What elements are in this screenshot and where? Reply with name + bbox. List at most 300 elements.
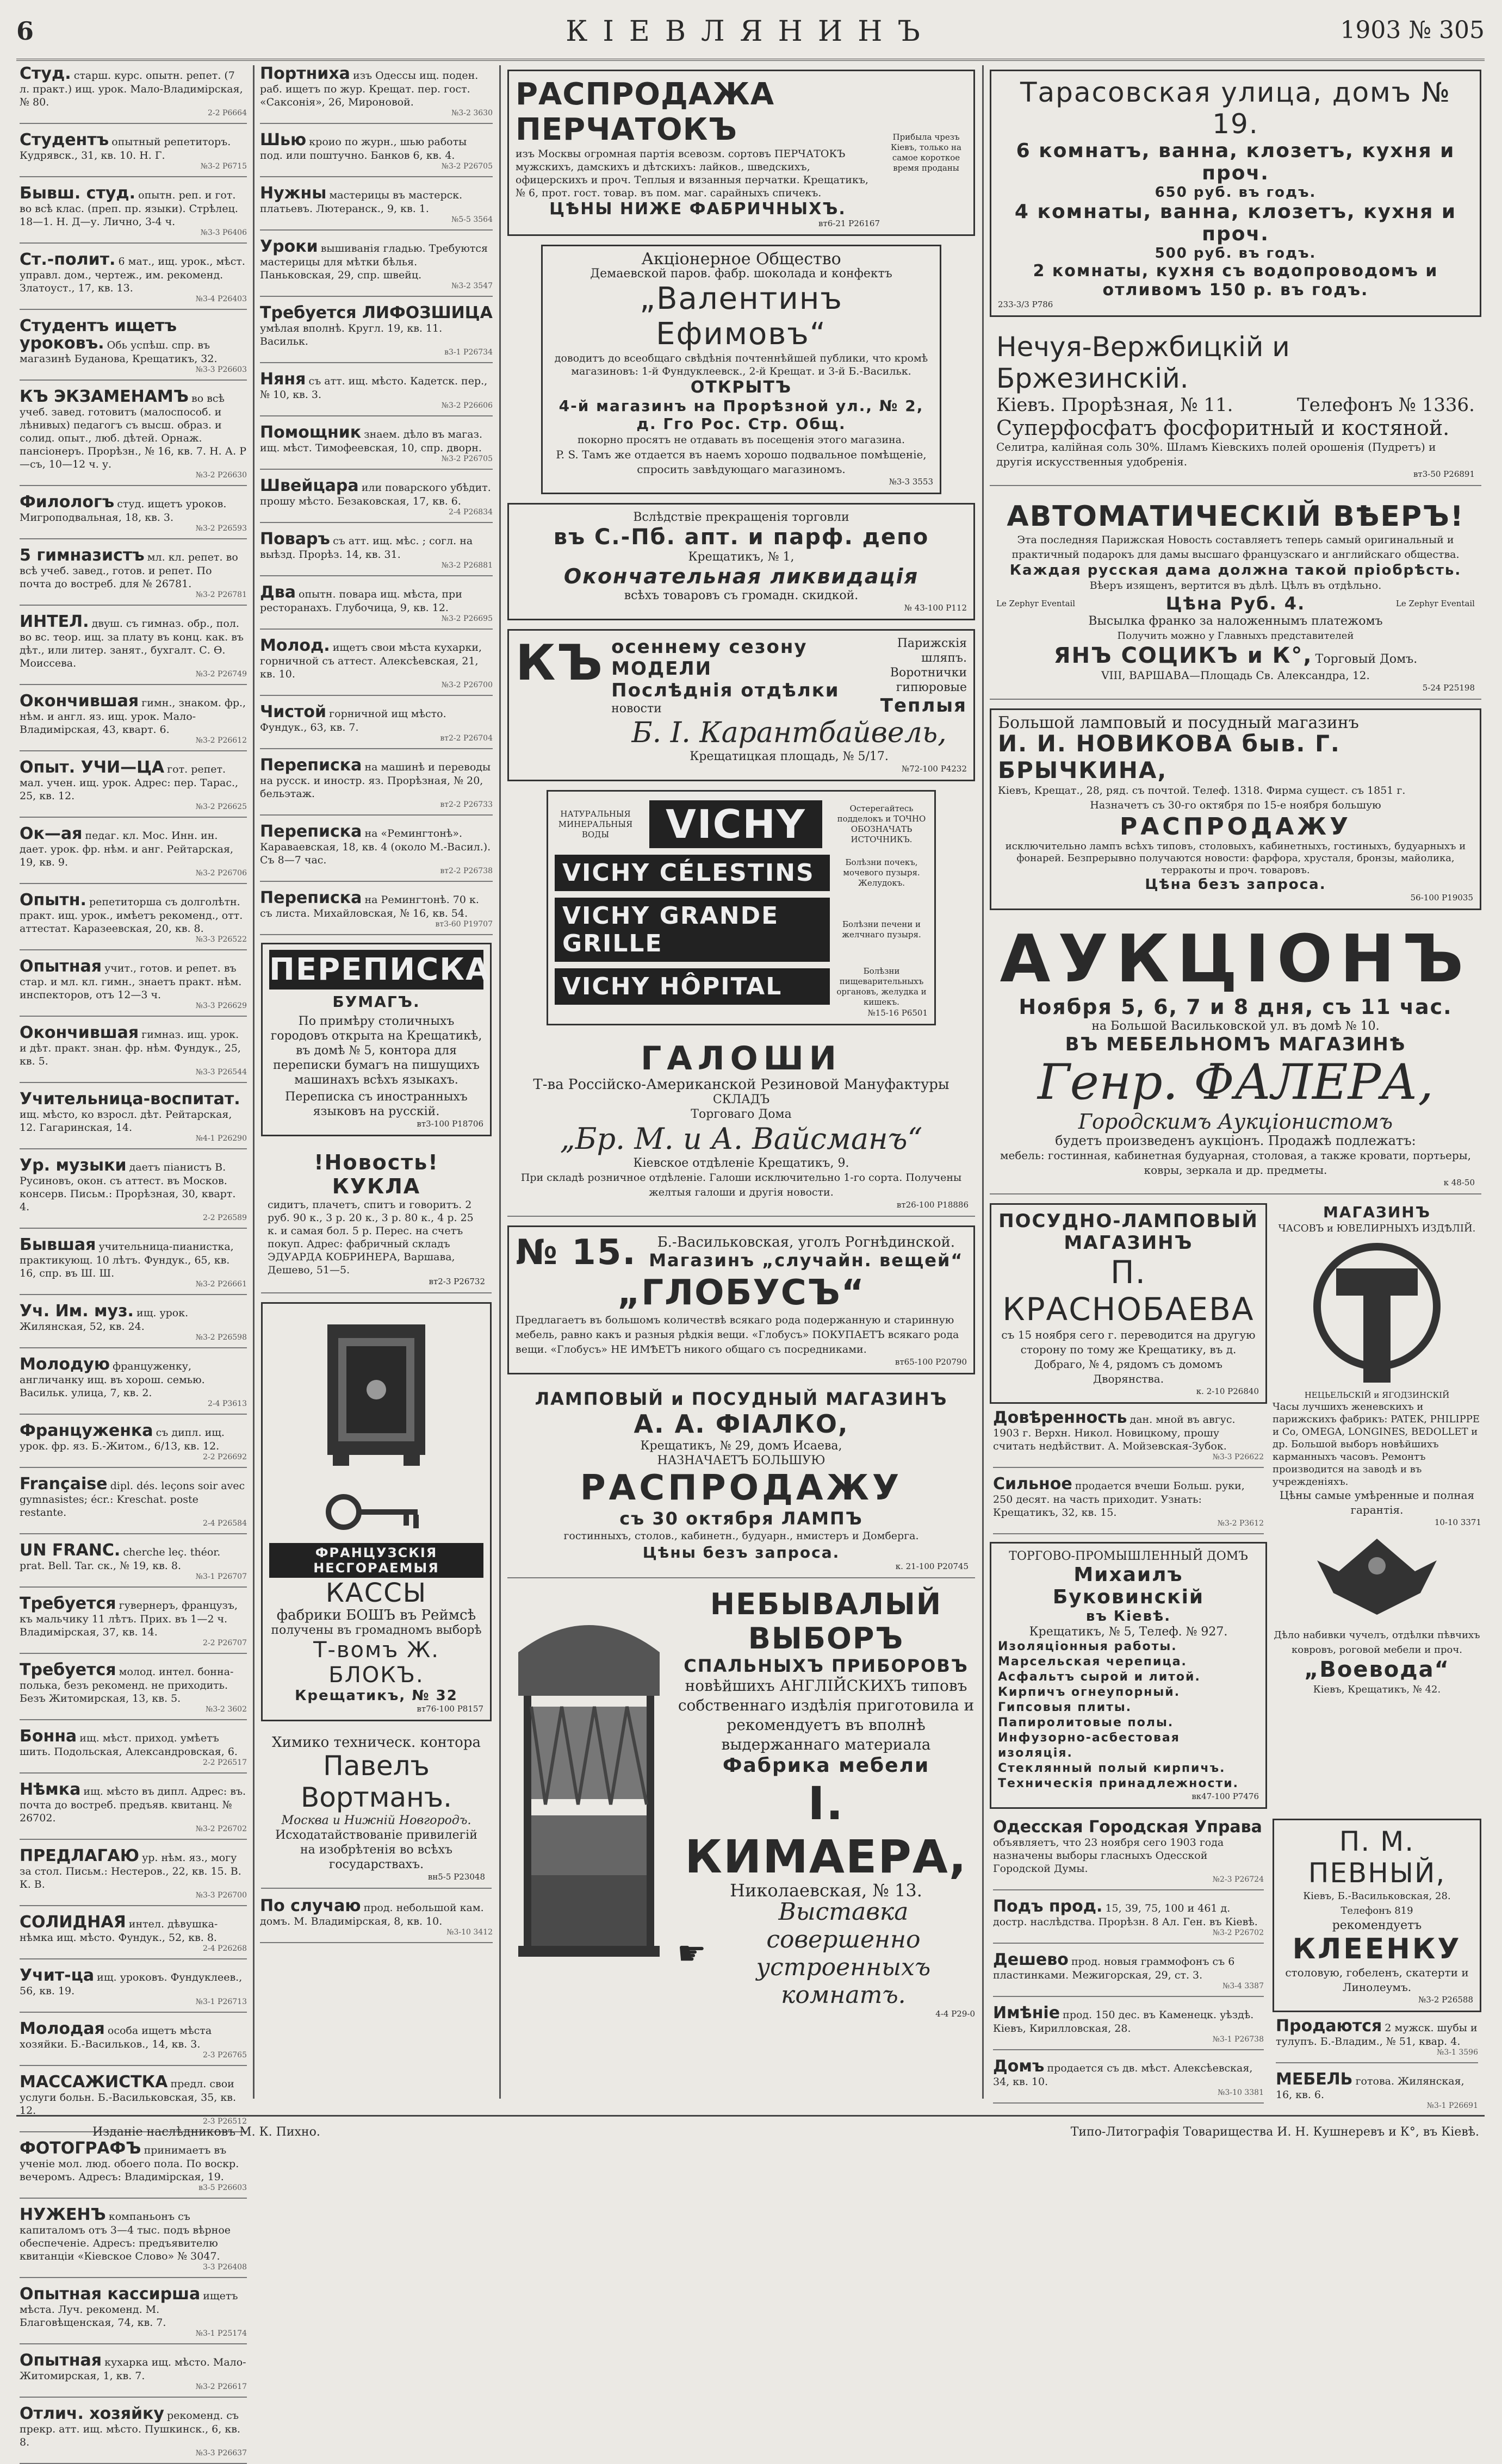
- page-footer: [16, 2115, 1485, 2149]
- ad-line: рекомендуетъ: [1332, 1919, 1422, 1932]
- ad-text: во всѣ учеб. завед. готовитъ (малоспособ. и лѣнивых) педагогъ съ высш. образ. и солид. опыт., люб. дѣтей. Орнаж. пансіонеръ. Прорѣзн., № 16, кв. 7. Н. А. Р—съ, 10—12 ч. у.: [20, 393, 246, 470]
- ad-code: №3-2 Р26612: [195, 736, 247, 745]
- ad-text: 2 мужск. шубы и тулупъ. Б.-Владим., № 51, квар. 4.: [1276, 2022, 1478, 2048]
- classified-ad: [20, 2206, 247, 2278]
- ad-code: №3-3 Р26522: [195, 935, 247, 944]
- ad-address: Крещатикъ, № 29, домъ Исаева,: [640, 1439, 842, 1453]
- fan-brand: Le Zephyr Eventail: [996, 598, 1076, 608]
- vichy-row: [555, 965, 928, 1008]
- ad-code: №3-2 Р26705: [441, 455, 493, 463]
- classified-ad: [260, 823, 493, 882]
- ad-kimaera: [507, 1587, 975, 2019]
- ad-title: АВТОМАТИЧЕСКІЙ ВѢЕРЪ!: [1007, 500, 1464, 533]
- classified-ad: [993, 1409, 1264, 1468]
- ad-text: гимн., знаком. фр., нѣм. и англ. яз. ищ. урок. Малo-Владимірская, 43, кварт. 6.: [20, 697, 246, 736]
- ad-galoshi: [507, 1034, 975, 1217]
- ad-code: вт6-21 Р26167: [818, 219, 880, 228]
- ad-text: опытн. реп. и гот. во всѣ клас. (преп. пр. языки). Стрѣлец. 18—1. Н. Д—у. Лично, 3-4 ч.: [20, 189, 238, 228]
- ad-price: 500 руб. въ годъ.: [1155, 245, 1317, 262]
- ad-name: Генр. ФАЛЕРА,: [1038, 1054, 1433, 1111]
- ad-kukla: [261, 1145, 492, 1293]
- ad-code: №3-2 Р26625: [195, 802, 247, 811]
- ad-code: №3-1 Р26707: [195, 1572, 247, 1581]
- ad-pre: Вслѣдствіе прекращенія торговли: [633, 511, 849, 524]
- ad-pre: ЛАМПОВЫЙ и ПОСУДНЫЙ МАГАЗИНЪ: [535, 1389, 948, 1409]
- classified-ad: [20, 958, 247, 1017]
- ad-text: предл. свои услуги больн. Б.-Васильковская, 35, кв. 12.: [20, 2078, 236, 2117]
- ad-text: 6 мат., ищ. урок., мѣст. управл. дом., чертеж., им. рекоменд. Златоуст., 17, кв. 13.: [20, 256, 245, 294]
- column-display-ads-right: [985, 65, 1486, 2110]
- ad-shop: Магазинъ „случайн. вещей“: [649, 1249, 964, 1271]
- ad-text: прод. 150 дес. въ Каменецк. уѣздѣ. Кіевъ, Кирилловская, 28.: [993, 2009, 1254, 2034]
- ad-firm-type: Торговый Домъ.: [1315, 652, 1418, 666]
- ad-code: 2-4 Р26584: [203, 1519, 247, 1528]
- ad-code: №3-2 Р26706: [195, 869, 247, 878]
- classified-ad: [993, 1819, 1264, 1890]
- ad-heading: Требуется: [20, 1660, 116, 1679]
- col4-small-ads: [990, 1409, 1267, 1534]
- ad-line: Каждая русская дама должна такой пріобрѣсть.: [1009, 562, 1462, 578]
- classified-ad: [260, 304, 493, 363]
- safe-illustration: [306, 1314, 447, 1477]
- ad-code: 4-4 Р29-0: [935, 2009, 975, 2019]
- ad-row-bottom: [990, 1819, 1481, 2124]
- ad-line: Цѣны самые умѣренные и полная гарантія.: [1279, 1489, 1475, 1516]
- ad-address: Кіевъ, Крещат., 28, ряд. съ почтой. Телеф. 1318. Фирма сущест. съ 1851 г.: [998, 785, 1406, 797]
- ad-text: особа ищетъ мѣста хозяйки. Б.-Васильков., 14, кв. 3.: [20, 2025, 212, 2050]
- classified-ad: [260, 371, 493, 416]
- ad-code: 10-10 3371: [1434, 1517, 1481, 1527]
- ad-subtitle: БУМАГЪ.: [332, 993, 420, 1011]
- ad-novikov: [990, 708, 1481, 910]
- ad-title: РАСПРОДАЖА ПЕРЧАТОКЪ: [516, 77, 775, 147]
- ad-code: № 43-100 Р112: [904, 603, 967, 613]
- ad-name: Павелъ Вортманъ.: [300, 1750, 452, 1813]
- classified-ad: [993, 1951, 1264, 1997]
- ad-line: Ноября 5, 6, 7 и 8 дня, съ 11 час.: [1019, 995, 1453, 1019]
- ad-krasnobaev: [990, 1203, 1267, 1404]
- ad-line: Теплыя: [880, 695, 967, 717]
- classified-ad: [20, 1728, 247, 1774]
- ad-code: №3-2 Р26598: [195, 1333, 247, 1342]
- vichy-warn: Остерегайтесь подделокъ и ТОЧНО ОБОЗНАЧАТЬ ИСТОЧНИКЪ.: [837, 804, 926, 844]
- classified-ad: [20, 759, 247, 818]
- ad-line: Цѣны безъ запроса.: [642, 1544, 840, 1561]
- ad-code: №3-2 Р26588: [1418, 1995, 1473, 2005]
- ad-line: осеннему сезону МОДЕЛИ: [611, 636, 808, 680]
- ad-text: студ. ищетъ уроков. Мигроподвальная, 18, кв. 3.: [20, 498, 227, 524]
- classified-ad: [260, 1897, 493, 1943]
- ad-text: доводитъ до всеобщаго свѣдѣнія почтеннѣйшей публики, что кромѣ магазиновъ: 1-й Фундуклеевск., 2-й Крещат. и 3-й Б.-Васильк.: [554, 352, 928, 377]
- ad-line: Селитра, калійная соль 30%. Шламъ Кіевскихъ полей орошенія (Пудретъ) и другія искусственныя удобренія.: [996, 440, 1436, 468]
- product-list: [998, 1639, 1259, 1791]
- ad-heading: Дешево: [993, 1950, 1069, 1969]
- ad-heading: Чистой: [260, 702, 327, 721]
- classified-ad: [260, 477, 493, 523]
- ad-line: СКЛАДЪ: [712, 1093, 770, 1106]
- ad-text: ищетъ мѣста. Луч. рекоменд. М. Благовѣщенская, 74, кв. 7.: [20, 2290, 238, 2329]
- ad-fan: [990, 495, 1481, 700]
- ad-code: №3-3 Р26629: [195, 1001, 247, 1010]
- classified-ad: [20, 1781, 247, 1840]
- ad-code: №3-3 3553: [889, 477, 933, 487]
- ad-heading: Учительница-воспитат.: [20, 1090, 240, 1109]
- ad-vichy: [547, 790, 936, 1025]
- classified-ad: [20, 65, 247, 124]
- ad-heading: ИНТЕЛ.: [20, 612, 89, 631]
- ad-code: №3-1 Р26691: [1426, 2101, 1478, 2110]
- ad-heading: Ст.-полит.: [20, 250, 116, 269]
- ad-liquidation: [507, 503, 975, 620]
- ad-name: Б. І. Карантбайвель,: [631, 717, 947, 749]
- ad-heading: Опыт. УЧИ—ЦА: [20, 758, 165, 777]
- ad-line: 6 комнатъ, ванна, клозетъ, кухня и проч.: [1016, 140, 1455, 184]
- issue-date: 1903 № 305: [1340, 16, 1485, 44]
- ad-code: 2-4 Р3613: [207, 1399, 247, 1408]
- ad-code: №3-2 Р26881: [441, 561, 493, 570]
- classified-ad: [20, 1914, 247, 1959]
- vichy-source-name: VICHY CÉLESTINS: [555, 855, 830, 891]
- ad-text: Обь успѣш. спр. въ магазинѣ Буданова, Крещатикъ, 32.: [20, 339, 218, 365]
- ad-heading: СОЛИДНАЯ: [20, 1913, 126, 1932]
- ad-name: „ГЛОБУСЪ“: [617, 1273, 865, 1313]
- ad-heading: ПРЕДЛАГАЮ: [20, 1846, 139, 1865]
- ad-title: АУКЦІОНЪ: [1000, 922, 1472, 997]
- ad-title-2: КАССЫ: [325, 1578, 427, 1608]
- column-rule: [499, 65, 501, 2099]
- ad-text: умѣлая вполнѣ. Кругл. 19, кв. 11. Васильк.: [260, 322, 443, 347]
- ad-shop: 4-й магазинъ на Прорѣзной ул., № 2, д. Гго Рос. Стр. Общ.: [558, 397, 924, 433]
- ad-code: №3-4 3387: [1222, 1982, 1264, 1990]
- classified-ad: [20, 1595, 247, 1654]
- ad-line: будетъ произведенъ аукціонъ. Продажѣ подлежатъ:: [1055, 1133, 1416, 1148]
- ad-code: вт2-2 Р26704: [440, 734, 493, 743]
- ad-heading: Переписка: [260, 822, 362, 841]
- ad-line: мебель: гостинная, кабинетная будуарная, столовая, а также кровати, портьеры, ковры, зеркала и др. предметы.: [1000, 1149, 1472, 1177]
- ad-code: 2-2 Р26517: [203, 1758, 247, 1767]
- ad-line: съ 30 октября ЛАМПЪ: [619, 1508, 863, 1529]
- eagle-trophy-illustration: [1306, 1528, 1448, 1626]
- ad-text: продается вчеши Больш. руки, 250 десят. на часть приходит. Узнать: Крещатикъ, 32, кв. 15.: [993, 1480, 1245, 1519]
- ad-heading: Подъ прод.: [993, 1897, 1103, 1916]
- ad-firm: Т-вомъ Ж. БЛОКЪ.: [313, 1638, 439, 1688]
- ad-text: дан. мной въ авгус. 1903 г. Верхн. Никол. Новицкому, прошу считать недѣйствит. А. Мойзевская-Зубок.: [993, 1414, 1236, 1452]
- column-display-ads-center: [503, 65, 979, 2110]
- ad-text: двуш. съ гимназ. обр., пол. во вс. теор. ищ. за плату въ конц. как. въ дѣт., или литер. занят., бухгалт. С. Ѳ. Моиссева.: [20, 618, 244, 669]
- ad-line: НАЗНАЧАЕТЪ БОЛЬШУЮ: [657, 1454, 826, 1467]
- ad-line: на Большой Васильковской ул. въ домѣ № 10.: [1091, 1019, 1380, 1033]
- ad-heading: Няня: [260, 370, 306, 389]
- ad-code: 3-3 Р26408: [203, 2263, 247, 2272]
- ad-title: въ С.-Пб. апт. и парф. депо: [553, 525, 929, 550]
- ad-line: фабрики БОШЪ въ Реймсѣ: [276, 1607, 476, 1623]
- ad-pre: Химико техническ. контора: [272, 1734, 481, 1751]
- ad-efimov: [541, 245, 941, 494]
- ad-heading: Поваръ: [260, 530, 330, 549]
- ad-heading: Молодую: [20, 1355, 110, 1374]
- classified-ad: [260, 185, 493, 231]
- ad-address: Николаевская, № 13.: [730, 1880, 922, 1901]
- ad-note: Переписка съ иностранныхъ языковъ на русскій.: [285, 1090, 468, 1118]
- ad-text: dipl. dés. leçons soir avec gymnasistes; écr.: Kreschat. poste restante.: [20, 1480, 245, 1519]
- vichy-row: [555, 894, 928, 965]
- classified-ad: [993, 2058, 1264, 2104]
- ad-text: По примѣру столичныхъ городовъ открыта на Крещатикѣ, въ домѣ № 5, контора для переписки бумагъ на пишущихъ машинахъ всѣхъ языкахъ.: [270, 1015, 482, 1087]
- product-item: Инфузорно-асбестовая изоляція.: [998, 1731, 1180, 1760]
- column-2-tail-ads: [257, 1897, 496, 1943]
- ad-code: №3-2 Р26617: [195, 2382, 247, 2391]
- ad-heading: Домъ: [993, 2057, 1045, 2076]
- ad-title: Тарасовская улица, домъ № 19.: [1020, 77, 1451, 140]
- ad-kassy: [261, 1302, 492, 1721]
- ad-code: вт3-60 Р19707: [435, 920, 493, 929]
- ad-heading: Окончившая: [20, 692, 139, 711]
- ad-name: Михаилъ Буковинскій: [1052, 1564, 1205, 1608]
- ad-text: старш. курс. опытн. репет. (7 л. практ.) ищ. урок. Мало-Владимірская, № 80.: [20, 70, 243, 108]
- ad-address: Кіевъ, Крещатикъ, № 42.: [1313, 1684, 1441, 1695]
- ad-text-2: покорно просятъ не отдавать въ посещенія этого магазина.: [577, 434, 905, 446]
- ad-line: Парижскія шляпъ.: [897, 637, 967, 665]
- ad-heading: UN FRANC.: [20, 1541, 121, 1560]
- ad-text: вышиванія гладью. Требуются мастерицы для мѣтки бѣлья. Паньковская, 29, спр. швейц.: [260, 242, 488, 281]
- ad-code: №3-2 Р26695: [441, 614, 493, 623]
- classified-ad: [260, 132, 493, 177]
- ad-heading: Уч. Им. муз.: [20, 1302, 134, 1321]
- ad-code: №3-1 Р26713: [195, 1998, 247, 2006]
- publisher: Изданіе наслѣдниковъ М. К. Пихно.: [92, 2125, 320, 2139]
- ad-code: 2-2 Р26692: [203, 1453, 247, 1461]
- ad-text: Исходатайствованіе привилегій на изобрѣтенія во всѣхъ государствахъ.: [275, 1828, 477, 1871]
- classified-ad: [20, 1157, 247, 1229]
- classified-ad: [20, 2405, 247, 2464]
- ad-text: опытный репетиторъ. Кудрявск., 31, кв. 10. Н. Г.: [20, 136, 231, 161]
- ad-text: учительница-пианистка, практикующ. 10 лѣтъ. Фундук., 65, кв. 16, спр. въ Ш. Ш.: [20, 1241, 234, 1279]
- ad-heading: Опытная кассирша: [20, 2285, 201, 2304]
- ad-code: вт3-100 Р18706: [417, 1119, 483, 1129]
- ad-line: Назначетъ съ 30-го октября по 15-е ноября большую: [1090, 799, 1381, 811]
- ad-title: НЕБЫВАЛЫЙ ВЫБОРЪ: [710, 1587, 942, 1656]
- ad-heading: По случаю: [260, 1896, 361, 1915]
- ad-text: сидитъ, плачетъ, спитъ и говоритъ. 2 руб. 90 к., 3 р. 20 к., 3 р. 80 к., 4 р. 25 к. и самая бол. 5 р. Перес. на счетъ покуп. Адрес: фабричный складъ ЭДУАРДА КОБРИНЕРА, Варшава, Дешево, 51—5.: [268, 1199, 474, 1276]
- ad-heading: Сильное: [993, 1474, 1072, 1494]
- classified-ad: [20, 1303, 247, 1348]
- ad-telephone: Телефонъ № 1336.: [1296, 394, 1475, 416]
- vichy-source-name: VICHY GRANDE GRILLE: [555, 898, 830, 962]
- ad-nechuy: [990, 326, 1481, 486]
- classified-ad: [260, 424, 493, 470]
- ad-code: 56-100 Р19035: [1410, 893, 1473, 903]
- ad-heading: Нужны: [260, 184, 327, 203]
- ad-code: вт3-50 Р26891: [1413, 469, 1475, 479]
- classified-ad: [20, 1847, 247, 1906]
- ad-globus: [507, 1225, 975, 1374]
- col4-more-ads: [990, 1819, 1273, 2124]
- ad-name: И. И. НОВИКОВА быв. Г. БРЫЧКИНА,: [998, 730, 1340, 783]
- ad-code: №3-3 Р26622: [1212, 1453, 1264, 1461]
- ad-line: 4 комнаты, ванна, клозетъ, кухня и проч.: [1014, 201, 1457, 245]
- ad-code: №3-10 3412: [446, 1928, 493, 1937]
- ad-title: ФРАНЦУЗСКІЯ НЕСГОРАЕМЫЯ: [269, 1543, 483, 1578]
- ad-code: №3-2 Р3612: [1217, 1519, 1264, 1528]
- classified-ad: [993, 2005, 1264, 2050]
- ad-line: ВЪ МЕБЕЛЬНОМЪ МАГАЗИНѢ: [1065, 1034, 1406, 1055]
- classified-ad: [20, 318, 247, 381]
- ad-code: №3-1 3596: [1437, 2048, 1478, 2057]
- classified-ad: [993, 1898, 1264, 1944]
- vichy-source-note: Болѣзни пищеварительныхъ органовъ, желудка и кишекъ.: [836, 966, 927, 1007]
- vichy-row: [555, 851, 928, 894]
- ad-pre: ТОРГОВО-ПРОМЫШЛЕННЫЙ ДОМЪ: [1009, 1550, 1248, 1563]
- ad-text: ищ. мѣсто, ко взросл. дѣт. Рейтарская, 12. Гагаринская, 14.: [20, 1109, 232, 1134]
- classified-ad: [20, 2352, 247, 2398]
- ad-line: новости: [611, 702, 662, 715]
- ad-name: І. КИМАЕРА,: [685, 1777, 967, 1883]
- classified-ad: [20, 1024, 247, 1083]
- classified-ad: [20, 1422, 247, 1468]
- ad-text: компаньонъ съ капиталомъ отъ 3—4 тыс. подъ вѣрное обеспеченіе. Адресъ: предъявителю квитанціи «Кіевское Слово» № 3047.: [20, 2211, 231, 2262]
- ad-text: съ 15 ноября сего г. переводится на другую сторону по тому же Крещатику, въ д. Добраго, № 4, рядомъ съ домомъ Дворянства.: [1001, 1328, 1256, 1385]
- product-item: Папиролитовые полы.: [998, 1716, 1174, 1729]
- ad-heading: Довѣренность: [993, 1408, 1127, 1427]
- product-item: Изоляціонныя работы.: [998, 1640, 1177, 1653]
- ad-text: кухарка ищ. мѣсто. Мало-Житомирская, 1, кв. 7.: [20, 2356, 246, 2382]
- ad-heading: Ур. музыки: [20, 1156, 127, 1175]
- ad-code: 2-2 Р26707: [203, 1639, 247, 1647]
- ad-address: Крещатикъ, № 32: [295, 1688, 458, 1704]
- column-2-small-ads: [257, 65, 496, 935]
- ad-sale: [1276, 2018, 1478, 2063]
- ad-text: ищ. мѣст. приход. умѣетъ шить. Подольская, Александровская, 6.: [20, 1732, 238, 1758]
- ad-pre: МАГАЗИНЪ: [1323, 1203, 1431, 1221]
- watch-shop-sign-illustration: [1306, 1236, 1448, 1388]
- ad-text: исключительно лампъ всѣхъ типовъ, столовыхъ, кабинетныхъ, гостиныхъ, будуарныхъ и фонарей. Безпрерывно получаются новости: фарфора, хрусталя, бронзы, майолика, терракоты и проч. товаровъ.: [1005, 841, 1466, 876]
- classified-ad: [20, 1476, 247, 1534]
- ad-heading: Учит-ца: [20, 1966, 95, 1985]
- ad-heading: Одесская Городская Управа: [993, 1818, 1262, 1837]
- ad-pre: ПОСУДНО-ЛАМПОВЫЙ МАГАЗИНЪ: [998, 1210, 1258, 1254]
- ad-code: №3-2 3602: [206, 1705, 247, 1714]
- ad-text: объявляетъ, что 23 ноября сего 1903 года назначены выборы гласныхъ Одесской Городской Думы.: [993, 1837, 1224, 1875]
- ad-auction: [990, 919, 1481, 1194]
- classified-ad: [20, 1542, 247, 1588]
- ad-code: №3-2 Р26702: [1212, 1928, 1264, 1937]
- ad-mebel: [1276, 2071, 1478, 2117]
- ad-code: вт2-2 Р26738: [440, 867, 493, 875]
- ad-heading: Шью: [260, 130, 307, 150]
- ad-code: 2-2 Р6664: [207, 109, 247, 117]
- classified-ad: [260, 584, 493, 630]
- ad-text: Эта последняя Парижская Новость составляетъ теперь самый оригинальный и практичный подарокъ для дамы высшаго французскаго и английскаго общества.: [1011, 534, 1460, 561]
- ad-text: кроио по журн., шью работы под. или поштучно. Банков 6, кв. 4.: [260, 136, 467, 161]
- ad-pevny: [1273, 1819, 1481, 2012]
- classified-ad: [20, 892, 247, 950]
- fan-brand: Le Zephyr Eventail: [1395, 598, 1475, 608]
- ad-text: опытн. повара ищ. мѣста, при ресторанахъ. Глубочица, 9, кв. 12.: [260, 588, 462, 614]
- shop-sign-text: НЕЦЬЕЛЬСКІЙ и ЯГОДЗИНСКІЙ: [1304, 1390, 1450, 1400]
- ad-code: к. 2-10 Р26840: [1196, 1386, 1259, 1396]
- ad-pre: Большой ламповый и посудный магазинъ: [998, 713, 1359, 732]
- ad-code: вк47-100 Р7476: [1191, 1791, 1259, 1801]
- classified-ad: [260, 531, 493, 576]
- ad-text: гот. репет. мал. учен. ищ. урок. Адрес: пер. Тарас., 25, кв. 12.: [20, 763, 239, 802]
- vichy-source-note: Болѣзни почекъ, мочевого пузыря. Желудокъ.: [843, 857, 920, 888]
- ad-heading: Помощник: [260, 423, 362, 442]
- ad-text: cherche leç. théor. prat. Bell. Tar. ск., № 19, кв. 8.: [20, 1546, 221, 1572]
- ad-text: рекоменд. съ прекр. атт. ищ. мѣсто. Пушкинск., 6, кв. 8.: [20, 2410, 240, 2448]
- ad-heading: Требуется: [20, 1594, 116, 1613]
- ad-text: ур. нѣм. яз., могу за стол. Письм.: Нестеров., 22, кв. 15. В. К. В.: [20, 1852, 241, 1890]
- ad-heading: Française: [20, 1474, 108, 1494]
- column-rule: [982, 65, 984, 2099]
- ad-code: 2-2 Р26589: [203, 1214, 247, 1222]
- ad-name: „Воевода“: [1304, 1657, 1450, 1682]
- ad-line: Воротнички гипюровые: [890, 666, 967, 694]
- vichy-brand: VICHY: [649, 800, 822, 848]
- page-number: 6: [16, 16, 34, 46]
- ad-address: Б.-Васильковская, уголъ Рогнѣдинской.: [657, 1234, 955, 1250]
- ad-heading: Бонна: [20, 1727, 77, 1746]
- ad-heading: МЕБЕЛЬ: [1276, 2070, 1353, 2089]
- ad-row-krasnobaev-watches: [990, 1203, 1481, 1814]
- ad-heading: Уроки: [260, 237, 318, 256]
- ad-line: Получить можно у Главныхъ представителей: [1117, 630, 1354, 642]
- ad-text: съ дипл. ищ. урок. фр. яз. Б.-Житом., 6/13, кв. 12.: [20, 1427, 225, 1452]
- ad-lead: КЪ: [516, 634, 604, 692]
- classified-ad: [20, 388, 247, 486]
- ad-text: или поварского убѣдит. прошу мѣсто. Безаковская, 17, кв. 6.: [260, 482, 491, 507]
- ad-address: Кіевъ. Прорѣзная, № 11.: [996, 394, 1233, 416]
- classified-ad: [20, 1091, 247, 1149]
- classified-ad: [260, 637, 493, 696]
- ad-text: репетиторша съ долголѣтн. практ. ищ. урок., имѣетъ рекоменд., отт. аттестат. Каразеевская, 20, кв. 8.: [20, 896, 243, 935]
- ad-line: Торговаго Дома: [691, 1107, 792, 1121]
- ad-address: Крещатикъ, № 1,: [688, 550, 795, 564]
- ad-code: №3-1 Р26738: [1212, 2035, 1264, 2044]
- product-item: Стеклянный полый кирпичъ.: [998, 1762, 1226, 1775]
- classified-ad: [20, 1662, 247, 1720]
- ad-code: №3-2 Р26705: [441, 162, 493, 171]
- classified-ad: [20, 251, 247, 310]
- ad-main: Окончательная ликвидація: [563, 564, 919, 588]
- ad-code: №3-2 Р26781: [195, 590, 247, 599]
- ad-heading: Опытная: [20, 957, 102, 976]
- classified-ad: [260, 704, 493, 749]
- ad-code: №3-4 Р26403: [195, 295, 247, 303]
- ad-open: ОТКРЫТЪ: [690, 378, 792, 397]
- ad-text: 15, 39, 75, 100 и 461 д. достр. наслѣдства. Прорѣзн. 8 Ал. Ген. въ Кіевѣ.: [993, 1902, 1258, 1928]
- ad-line: Вѣеръ изященъ, вертится въ дѣлѣ. Цѣлъ въ отдѣльно.: [1089, 580, 1382, 592]
- ad-text: знаем. дѣло въ магаз. ищ. мѣст. Тимофеевская, 10, спр. дворн.: [260, 428, 482, 454]
- ad-text: учит., готов. и репет. въ стар. и мл. кл. гимн., знаетъ практ. нѣм. инспекторов, отъ 12—3 ч.: [20, 962, 242, 1001]
- ad-sub: СПАЛЬНЫХЪ ПРИБОРОВЪ: [684, 1656, 969, 1676]
- ad-code: 2-3 Р26765: [203, 2051, 247, 2059]
- ad-heading: Филологъ: [20, 493, 115, 512]
- classified-ad: [20, 1967, 247, 2013]
- ad-text: гимназ. ищ. урок. и дѣт. практ. знан. фр. нѣм. Фундук., 25, кв. 5.: [20, 1029, 241, 1067]
- product-item: Кирпичъ огнеупорный.: [998, 1685, 1181, 1699]
- ad-code: №3-2 Р26700: [441, 681, 493, 689]
- classified-ad: [20, 132, 247, 177]
- vichy-rows: [555, 851, 928, 1008]
- classified-ad: [20, 494, 247, 539]
- classified-ad: [20, 825, 247, 884]
- classified-ad: [20, 613, 247, 685]
- ad-code: 5-24 Р25198: [1422, 683, 1475, 693]
- ad-address: Крещатицкая площадь, № 5/17.: [690, 750, 889, 763]
- ad-heading: Молодая: [20, 2019, 105, 2038]
- ad-main: КЛЕЕНКУ: [1292, 1933, 1462, 1965]
- ad-text: педаг. кл. Мос. Инн. ин. дает. урок. фр. нѣм. и анг. Рейтарская, 19, кв. 9.: [20, 830, 233, 868]
